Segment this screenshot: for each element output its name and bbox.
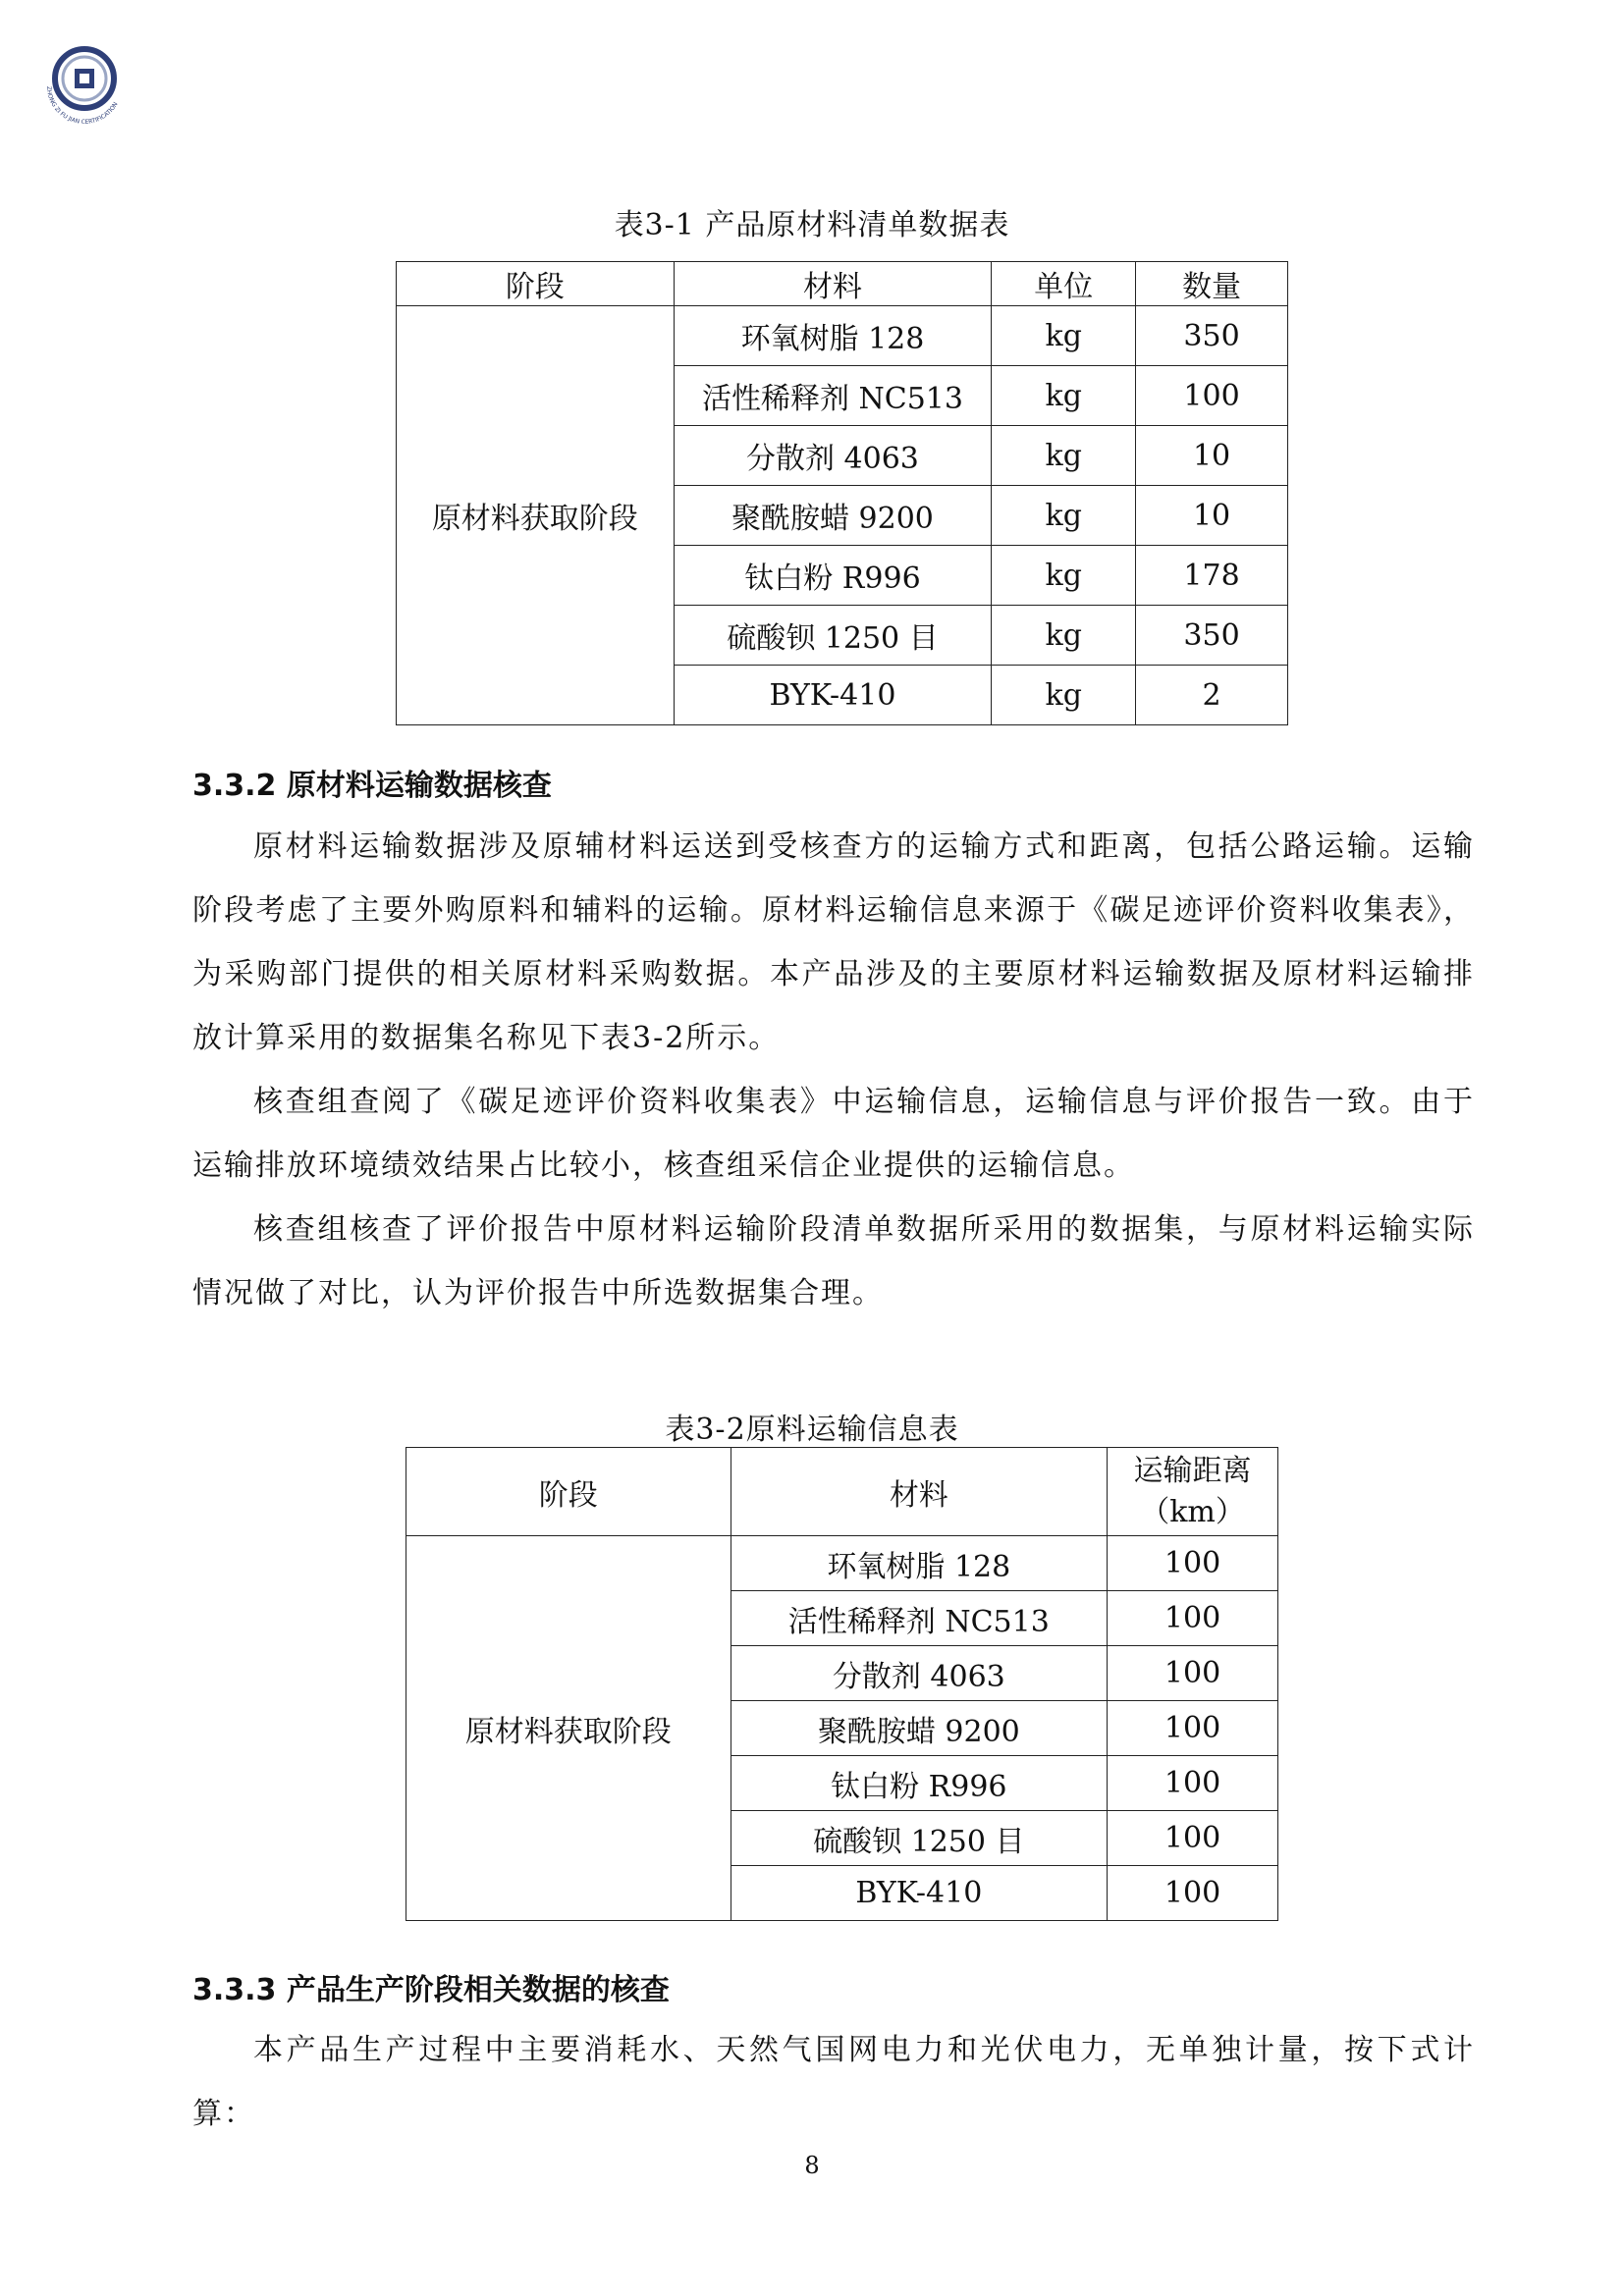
table1-header-quantity: 数量 — [1136, 262, 1288, 306]
table2-distance-cell: 100 — [1108, 1591, 1278, 1646]
table1-material-cell: 钛白粉 R996 — [674, 546, 992, 606]
table2-header-distance — [1108, 1448, 1278, 1536]
section-3-3-3-body — [192, 2018, 1475, 2146]
svg-text:ZHONG ZI FU JIAN CERTIFICATION: ZHONG ZI FU JIAN CERTIFICATION — [44, 85, 120, 127]
table1-header-stage: 阶段 — [397, 262, 675, 306]
table2-distance-cell: 100 — [1108, 1866, 1278, 1921]
table1-qty-cell: 178 — [1136, 546, 1288, 606]
table2-header-distance-label: 运输距离 — [1133, 1453, 1252, 1488]
table2-material-cell: BYK-410 — [731, 1866, 1108, 1921]
table2-material-cell: 钛白粉 R996 — [731, 1756, 1108, 1811]
page-number: 8 — [804, 2152, 820, 2179]
table1-unit-cell: kg — [992, 486, 1136, 546]
table2-caption: 表3-2原料运输信息表 — [665, 1413, 959, 1447]
paragraph: 核查组核查了评价报告中原材料运输阶段清单数据所采用的数据集，与原材料运输实际情况做了对比，认为评价报告中所选数据集合理。 — [192, 1212, 1475, 1310]
table1-material-cell: 环氧树脂 128 — [674, 306, 992, 366]
materials-table — [396, 261, 1288, 725]
table1-unit-cell: kg — [992, 366, 1136, 426]
table2-distance-cell: 100 — [1108, 1646, 1278, 1701]
table2-material-cell: 分散剂 4063 — [731, 1646, 1108, 1701]
table1-qty-cell: 100 — [1136, 366, 1288, 426]
table1-material-cell: 活性稀释剂 NC513 — [674, 366, 992, 426]
table1-unit-cell: kg — [992, 666, 1136, 725]
paragraph: 本产品生产过程中主要消耗水、天然气国网电力和光伏电力，无单独计量，按下式计算： — [192, 2033, 1475, 2131]
table1-unit-cell: kg — [992, 546, 1136, 606]
paragraph: 核查组查阅了《碳足迹评价资料收集表》中运输信息，运输信息与评价报告一致。由于运输排放环境绩效结果占比较小，核查组采信企业提供的运输信息。 — [192, 1085, 1475, 1183]
table1-caption: 表3-1 产品原材料清单数据表 — [614, 208, 1010, 242]
transport-table — [406, 1447, 1278, 1921]
table1-material-cell: 聚酰胺蜡 9200 — [674, 486, 992, 546]
table1-qty-cell: 10 — [1136, 426, 1288, 486]
table2-header-stage: 阶段 — [406, 1448, 731, 1536]
certification-logo — [37, 37, 132, 132]
table2-distance-cell: 100 — [1108, 1811, 1278, 1866]
table1-qty-cell: 10 — [1136, 486, 1288, 546]
table1-material-cell: 分散剂 4063 — [674, 426, 992, 486]
table2-material-cell: 硫酸钡 1250 目 — [731, 1811, 1108, 1866]
table1-qty-cell: 2 — [1136, 666, 1288, 725]
table1-stage-cell: 原材料获取阶段 — [397, 306, 675, 725]
table1-header-unit: 单位 — [992, 262, 1136, 306]
table1-unit-cell: kg — [992, 426, 1136, 486]
table2-header-material: 材料 — [731, 1448, 1108, 1536]
table1-qty-cell: 350 — [1136, 606, 1288, 666]
section-3-3-3-heading: 3.3.3 产品生产阶段相关数据的核查 — [192, 1973, 670, 2007]
section-3-3-2-heading: 3.3.2 原材料运输数据核查 — [192, 769, 552, 803]
table2-distance-cell: 100 — [1108, 1756, 1278, 1811]
table1-material-cell: 硫酸钡 1250 目 — [674, 606, 992, 666]
table2-material-cell: 活性稀释剂 NC513 — [731, 1591, 1108, 1646]
table2-distance-cell: 100 — [1108, 1536, 1278, 1591]
table1-unit-cell: kg — [992, 606, 1136, 666]
paragraph: 原材料运输数据涉及原辅材料运送到受核查方的运输方式和距离，包括公路运输。运输阶段考虑了主要外购原料和辅料的运输。原材料运输信息来源于《碳足迹评价资料收集表》，为采购部门提供的相关原材料采购数据。本产品涉及的主要原材料运输数据及原材料运输排放计算采用的数据集名称见下表3-2所示。 — [192, 829, 1475, 1055]
table1-qty-cell: 350 — [1136, 306, 1288, 366]
table1-material-cell: BYK-410 — [674, 666, 992, 725]
table1-header-material: 材料 — [674, 262, 992, 306]
table2-material-cell: 聚酰胺蜡 9200 — [731, 1701, 1108, 1756]
table2-distance-cell: 100 — [1108, 1701, 1278, 1756]
table1-unit-cell: kg — [992, 306, 1136, 366]
table2-header-distance-unit: （km） — [1140, 1494, 1245, 1529]
section-3-3-2-body — [192, 815, 1475, 1325]
table2-stage-cell: 原材料获取阶段 — [406, 1536, 731, 1921]
table2-material-cell: 环氧树脂 128 — [731, 1536, 1108, 1591]
